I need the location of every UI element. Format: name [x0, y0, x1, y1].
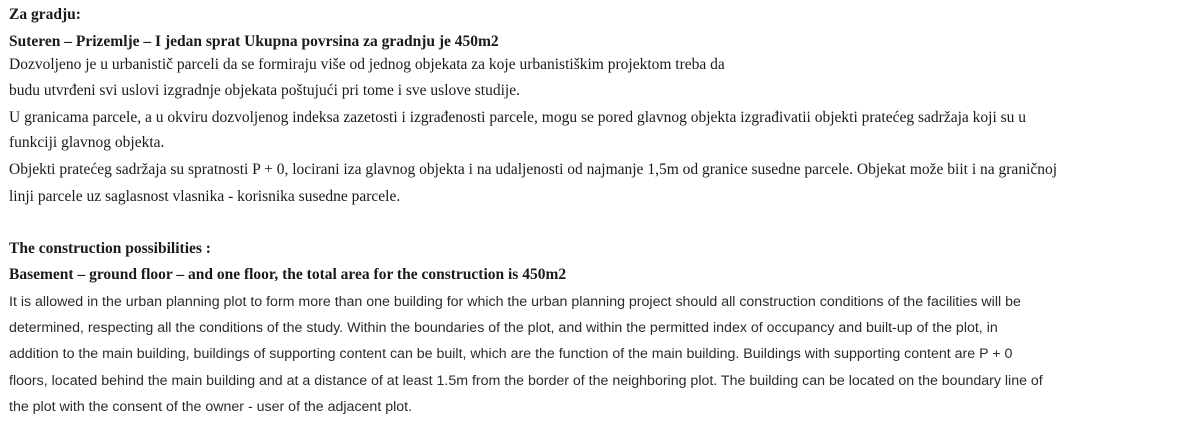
- serbian-text-line: U granicama parcele, a u okviru dozvoljenog indeksa zazetosti i izgrađenosti parcele, mogu se pored glavnog objekta izgrađivatii objekti pratećeg sadržaja koji su u: [9, 109, 1027, 126]
- english-text-line: It is allowed in the urban planning plot to form more than one building for which the urban planning project should all construction conditions of the facilities will be: [9, 294, 1021, 310]
- english-text-line: determined, respecting all the conditions of the study. Within the boundaries of the plot, and within the permitted index of occupancy and built-up of the plot, in: [9, 320, 998, 336]
- english-text-line: the plot with the consent of the owner - user of the adjacent plot.: [9, 399, 413, 415]
- serbian-text-line: Dozvoljeno je u urbanistič parceli da se formiraju više od jednog objekata za koje urbanistiškim projektom treba da: [9, 56, 725, 73]
- english-text-line: floors, located behind the main building and at a distance of at least 1.5m from the border of the neighboring plot. The building can be located on the boundary line of: [9, 373, 1043, 389]
- serbian-text-line: budu utvrđeni svi uslovi izgradnje objekata poštujući pri tome i sve uslove studije.: [9, 82, 520, 99]
- serbian-text-line: linji parcele uz saglasnost vlasnika - korisnika susedne parcele.: [9, 188, 401, 205]
- english-heading: The construction possibilities :: [9, 240, 211, 257]
- serbian-text-line: funkciji glavnog objekta.: [9, 134, 165, 151]
- english-text-line: addition to the main building, buildings of supporting content can be built, which are the function of the main building. Buildings with supporting content are P + 0: [9, 346, 1013, 362]
- serbian-subheading: Suteren – Prizemlje – I jedan sprat Ukupna povrsina za gradnju je 450m2: [9, 33, 499, 50]
- serbian-heading: Za gradju:: [9, 6, 81, 23]
- english-subheading: Basement – ground floor – and one floor, the total area for the construction is 450m2: [9, 266, 567, 283]
- serbian-text-line: Objekti pratećeg sadržaja su spratnosti P + 0, locirani iza glavnog objekta i na udaljenosti od najmanje 1,5m od granice susedne parcele. Objekat može biit i na graničnoj: [9, 161, 1058, 178]
